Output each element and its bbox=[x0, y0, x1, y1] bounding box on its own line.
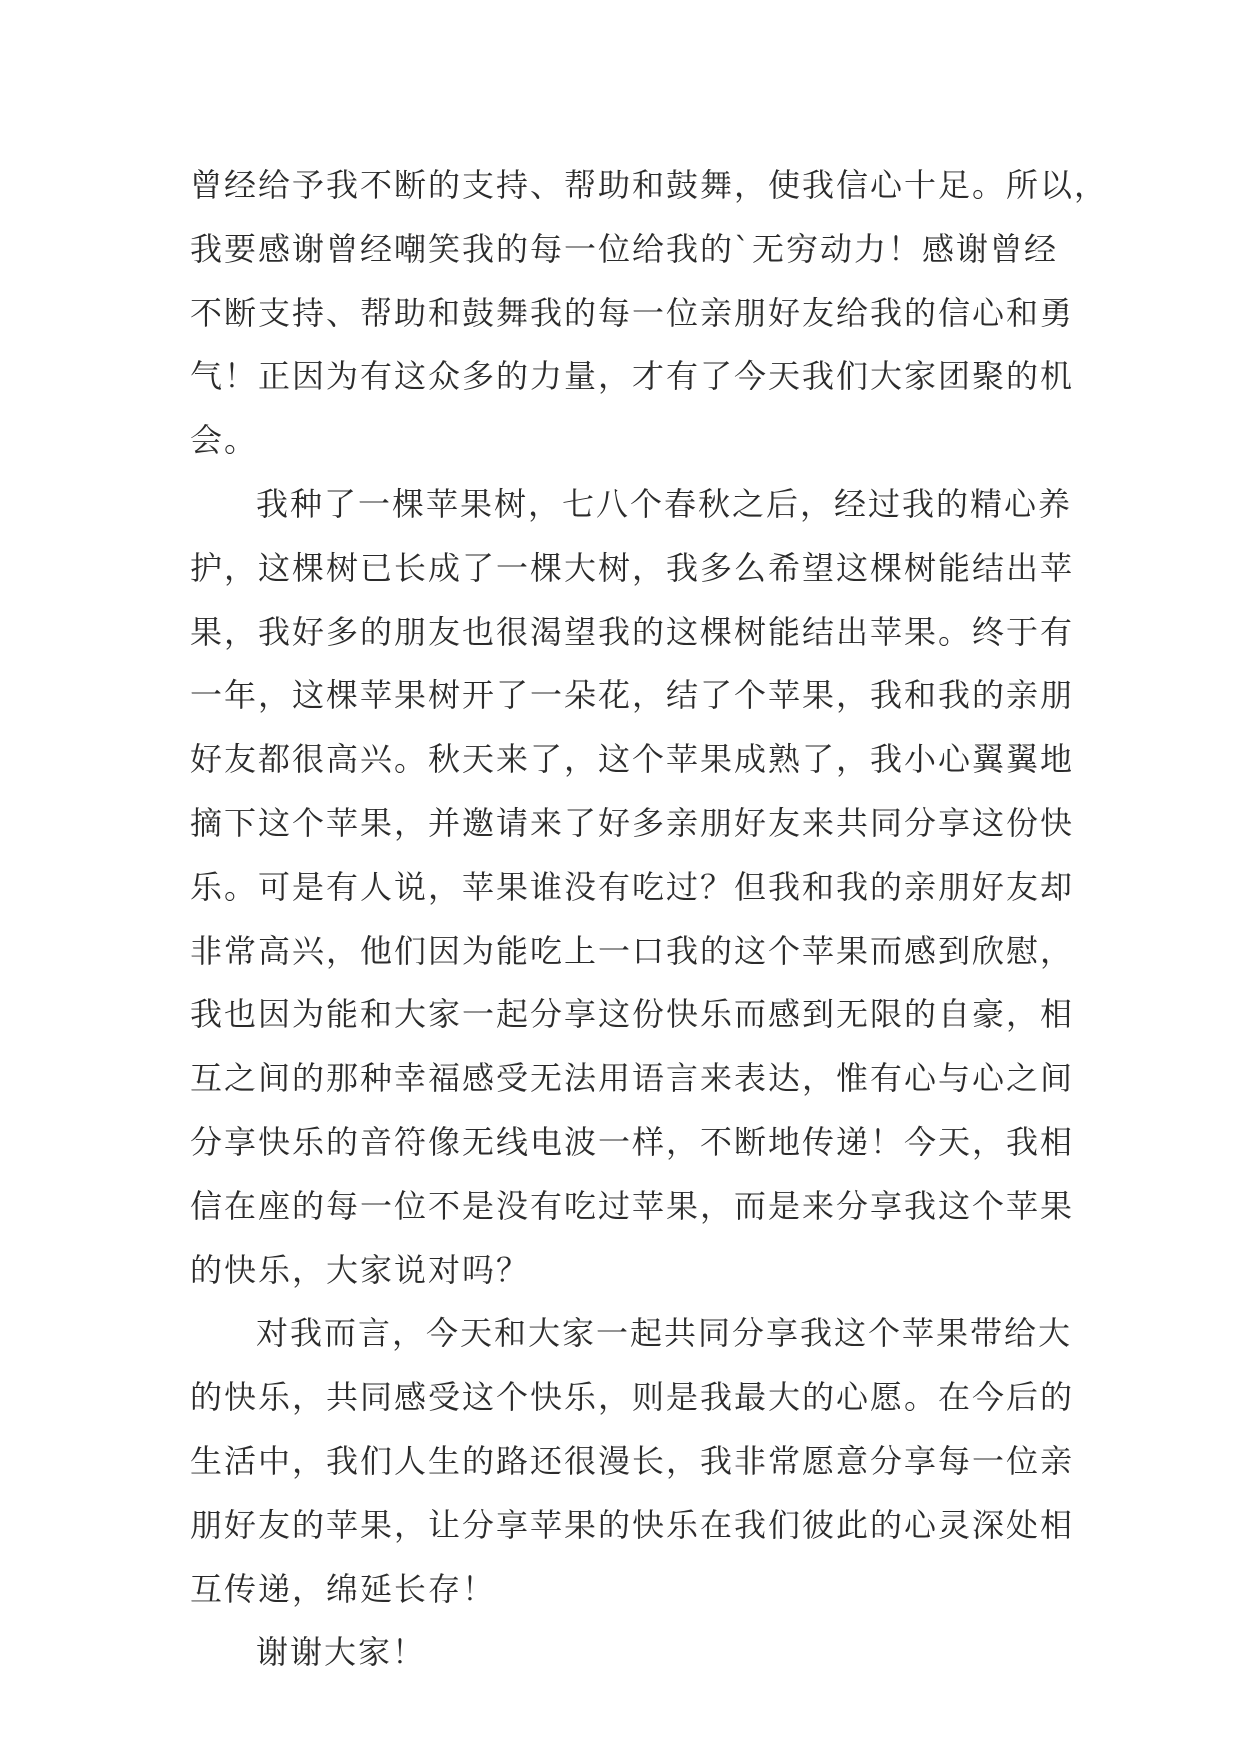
text-line: 谢谢大家！ bbox=[256, 1633, 427, 1672]
paragraph-2 bbox=[190, 473, 1075, 1302]
text-line: 我要感谢曾经嘲笑我的每一位给我的`无穷动力！感谢曾经 bbox=[190, 229, 1059, 268]
paragraph-3 bbox=[190, 1302, 1075, 1621]
text-line: 分享快乐的音符像无线电波一样，不断地传递！今天，我相 bbox=[190, 1122, 1075, 1161]
text-line: 朋好友的苹果，让分享苹果的快乐在我们彼此的心灵深处相 bbox=[190, 1505, 1075, 1544]
paragraph-1 bbox=[190, 154, 1109, 473]
text-line: 的快乐，共同感受这个快乐，则是我最大的心愿。在今后的 bbox=[190, 1378, 1075, 1417]
text-line: 曾经给予我不断的支持、帮助和鼓舞，使我信心十足。所以， bbox=[190, 166, 1109, 204]
text-line: 互之间的那种幸福感受无法用语言来表达，惟有心与心之间 bbox=[190, 1059, 1075, 1098]
text-line: 乐。可是有人说，苹果谁没有吃过？但我和我的亲朋好友却 bbox=[190, 867, 1075, 906]
text-line: 气！正因为有这众多的力量，才有了今天我们大家团聚的机 bbox=[190, 357, 1075, 396]
text-line: 会。 bbox=[190, 421, 259, 460]
text-line: 非常高兴，他们因为能吃上一口我的这个苹果而感到欣慰， bbox=[190, 931, 1075, 970]
text-line: 互传递，绵延长存！ bbox=[190, 1569, 497, 1608]
text-line: 果，我好多的朋友也很渴望我的这棵树能结出苹果。终于有 bbox=[190, 612, 1075, 651]
text-line: 好友都很高兴。秋天来了，这个苹果成熟了，我小心翼翼地 bbox=[190, 740, 1075, 779]
text-line: 护，这棵树已长成了一棵大树，我多么希望这棵树能结出苹 bbox=[190, 548, 1075, 587]
text-line: 对我而言，今天和大家一起共同分享我这个苹果带给大 bbox=[256, 1314, 1073, 1353]
text-line: 不断支持、帮助和鼓舞我的每一位亲朋好友给我的信心和勇 bbox=[190, 293, 1075, 332]
text-line: 我种了一棵苹果树，七八个春秋之后，经过我的精心养 bbox=[256, 484, 1073, 523]
text-line: 的快乐，大家说对吗？ bbox=[190, 1250, 531, 1289]
text-line: 我也因为能和大家一起分享这份快乐而感到无限的自豪，相 bbox=[190, 995, 1075, 1034]
text-line: 生活中，我们人生的路还很漫长，我非常愿意分享每一位亲 bbox=[190, 1441, 1075, 1480]
text-line: 信在座的每一位不是没有吃过苹果，而是来分享我这个苹果 bbox=[190, 1186, 1075, 1225]
body-text bbox=[190, 154, 1109, 1685]
paragraph-4 bbox=[190, 1621, 1070, 1685]
text-line: 一年，这棵苹果树开了一朵花，结了个苹果，我和我的亲朋 bbox=[190, 676, 1075, 715]
text-line: 摘下这个苹果，并邀请来了好多亲朋好友来共同分享这份快 bbox=[190, 803, 1075, 842]
